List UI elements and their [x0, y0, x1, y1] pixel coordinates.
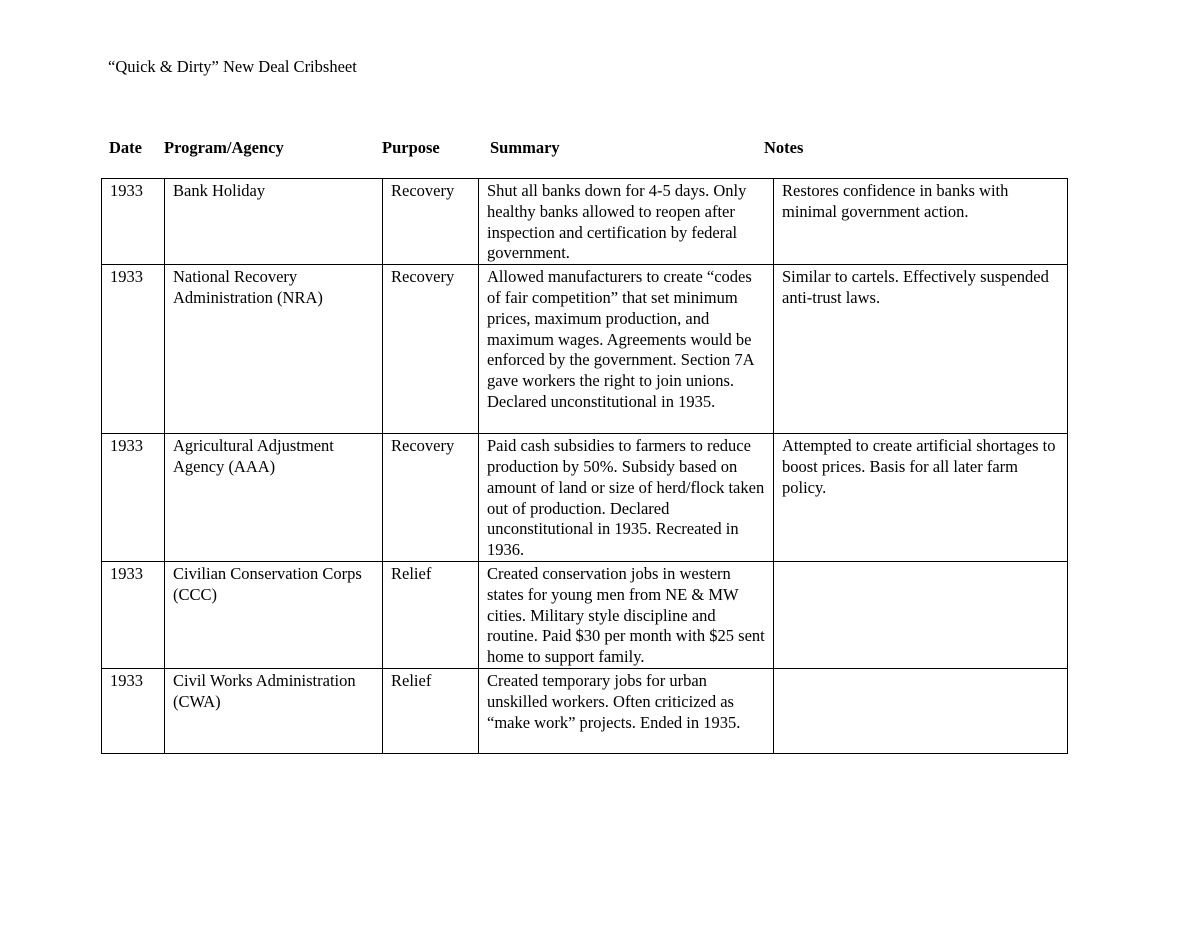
column-headers — [0, 138, 1200, 160]
cell-notes — [774, 561, 1068, 668]
cell-program: Agricultural Adjustment Agency (AAA) — [165, 434, 383, 562]
cell-purpose: Recovery — [383, 434, 479, 562]
header-notes: Notes — [764, 138, 804, 157]
table-row — [102, 179, 1068, 265]
table-row — [102, 434, 1068, 562]
cell-purpose: Recovery — [383, 179, 479, 265]
header-purpose: Purpose — [382, 138, 440, 157]
cell-program: Bank Holiday — [165, 179, 383, 265]
cell-date: 1933 — [102, 668, 165, 753]
cell-notes — [774, 668, 1068, 753]
cell-purpose: Recovery — [383, 265, 479, 434]
cell-notes: Similar to cartels. Effectively suspended anti-trust laws. — [774, 265, 1068, 434]
table-row — [102, 668, 1068, 753]
header-program-agency: Program/Agency — [164, 138, 284, 157]
cell-notes: Restores confidence in banks with minimal government action. — [774, 179, 1068, 265]
cell-purpose: Relief — [383, 668, 479, 753]
cell-date: 1933 — [102, 265, 165, 434]
cell-summary: Allowed manufacturers to create “codes of fair competition” that set minimum prices, maximum production, and maximum wages. Agreements would be enforced by the government. Section 7A gave workers the right to join unions. Declared unconstitutional in 1935. — [479, 265, 774, 434]
cell-date: 1933 — [102, 561, 165, 668]
cell-program: National Recovery Administration (NRA) — [165, 265, 383, 434]
table-row — [102, 265, 1068, 434]
cell-summary: Paid cash subsidies to farmers to reduce production by 50%. Subsidy based on amount of land or size of herd/flock taken out of production. Declared unconstitutional in 1935. Recreated in 1936. — [479, 434, 774, 562]
cell-summary: Created temporary jobs for urban unskilled workers. Often criticized as “make work” projects. Ended in 1935. — [479, 668, 774, 753]
cell-date: 1933 — [102, 434, 165, 562]
page-title: “Quick & Dirty” New Deal Cribsheet — [108, 57, 357, 76]
cell-summary: Shut all banks down for 4-5 days. Only healthy banks allowed to reopen after inspection and certification by federal government. — [479, 179, 774, 265]
cell-date: 1933 — [102, 179, 165, 265]
new-deal-table — [101, 178, 1068, 754]
header-summary: Summary — [490, 138, 560, 157]
header-date: Date — [109, 138, 142, 157]
table-row — [102, 561, 1068, 668]
cell-program: Civilian Conservation Corps (CCC) — [165, 561, 383, 668]
cell-summary: Created conservation jobs in western states for young men from NE & MW cities. Military style discipline and routine. Paid $30 per month with $25 sent home to support family. — [479, 561, 774, 668]
cell-program: Civil Works Administration (CWA) — [165, 668, 383, 753]
cell-purpose: Relief — [383, 561, 479, 668]
cell-notes: Attempted to create artificial shortages to boost prices. Basis for all later farm policy. — [774, 434, 1068, 562]
